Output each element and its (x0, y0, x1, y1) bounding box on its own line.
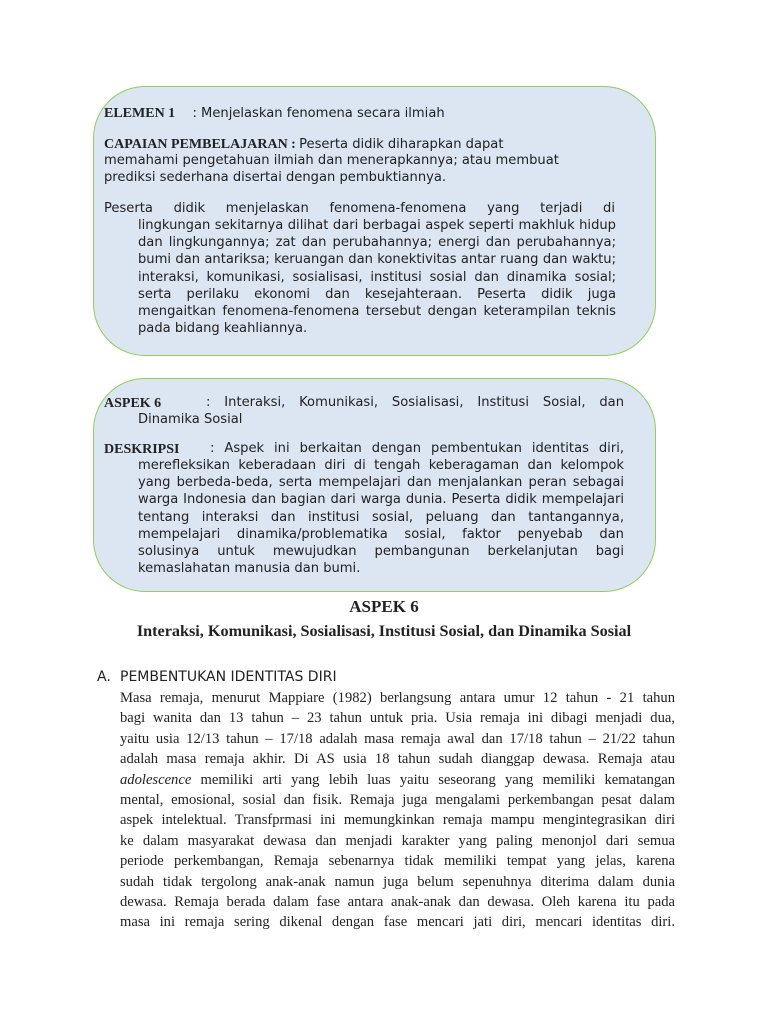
elemen-label: ELEMEN 1 (104, 106, 176, 121)
capaian-row (104, 135, 503, 153)
body-line-rest: memiliki arti yang lebih luas yaitu seseorang yang memiliki kematangan (200, 771, 675, 788)
capaian-line-1: memahami pengetahuan ilmiah dan menerapkannya; atau membuat (104, 153, 559, 168)
aspek-value-1: : Interaksi, Komunikasi, Sosialisasi, Institusi Sosial, dan (206, 395, 624, 410)
capaian-line-2: prediksi sederhana disertai dengan pembuktiannya. (104, 170, 447, 185)
body-line: dewasa. Remaja berada dalam fase antara anak-anak dan dewasa. Oleh karena itu pada (120, 894, 675, 911)
capaian-line-0: Peserta didik diharapkan dapat (299, 137, 504, 152)
section-title: ASPEK 6 (349, 597, 419, 616)
aspek-value-2: Dinamika Sosial (138, 412, 243, 427)
body-line: Masa remaja, menurut Mappiare (1982) berlangsung antara umur 12 tahun - 21 tahun (120, 690, 675, 706)
elemen-paragraph-rest: lingkungan sekitarnya dilihat dari berbagai aspek seperti makhluk hidup dan lingkungannya; zat dan perubahannya; energi dan perubahannya; bumi dan antariksa; keruangan dan konektivitas antar ruang dan waktu; interaksi, komunikasi, sosialisasi, institusi sosial dan dinamika sosial; serta perilaku ekonomi dan kesejahteraan. Peserta didik juga mengaitkan fenomena-fenomena tersebut dengan keterampilan teknis pada bidang keahliannya. (138, 218, 616, 337)
section-a-marker: A. (97, 669, 111, 685)
italic-term: adolescence (120, 771, 192, 788)
body-line: ke dalam masyarakat dewasa dan menjadi karakter yang paling menonjol dari semua (120, 832, 675, 849)
body-line: periode perkembangan, Remaja sebenarnya tidak memiliki tempat yang jelas, karena (120, 853, 675, 870)
aspek-row (104, 394, 161, 412)
body-line: aspek intelektual. Transfprmasi ini memungkinkan remaja mampu mengintegrasikan diri (120, 812, 675, 829)
section-subtitle: Interaksi, Komunikasi, Sosialisasi, Institusi Sosial, dan Dinamika Sosial (136, 622, 632, 640)
elemen-value: : Menjelaskan fenomena secara ilmiah (192, 106, 445, 121)
body-line: sudah tidak tergolong anak-anak namun juga belum sepenuhnya diterima dalam dunia (120, 873, 675, 890)
deskripsi-rest: merefleksikan keberadaan diri di tengah keberagaman dan kelompok yang berbeda-beda, serta mempelajari dan menjalankan peran sebagai warga Indonesia dan bagian dari warga dunia. Peserta didik mempelajari tentang interaksi dan institusi sosial, peluang dan tantangannya, mempelajari dinamika/problematika sosial, faktor penyebab dan solusinya untuk mewujudkan pembangunan berkelanjutan bagi kemaslahatan manusia dan bumi. (138, 458, 624, 577)
body-line: adalah masa remaja akhir. Di AS usia 18 tahun sudah dianggap dewasa. Remaja atau (120, 751, 675, 768)
body-line: mental, emosional, sosial dan fisik. Remaja juga mengalami perkembangan pesat dalam (120, 792, 675, 809)
section-a-body (120, 688, 675, 933)
elemen-paragraph-first: Peserta didik menjelaskan fenomena-fenomena yang terjadi di (104, 201, 615, 216)
section-a-title: PEMBENTUKAN IDENTITAS DIRI (120, 669, 337, 685)
body-line: bagi wanita dan 13 tahun – 23 tahun untuk pria. Usia remaja ini dibagi menjadi dua, (120, 710, 675, 727)
deskripsi-label: DESKRIPSI (104, 442, 180, 457)
deskripsi-first: : Aspek ini berkaitan dengan pembentukan identitas diri, (210, 441, 624, 456)
elemen-row (104, 104, 445, 122)
body-line-adolescence (120, 770, 675, 790)
body-line: masa ini remaja sering dikenal dengan fase mencari jati diri, mencari identitas diri. (120, 914, 675, 931)
capaian-label: CAPAIAN PEMBELAJARAN : (104, 137, 296, 152)
body-line: yaitu usia 12/13 tahun – 17/18 adalah masa remaja awal dan 17/18 tahun – 21/22 tahun (120, 730, 675, 747)
aspek-label: ASPEK 6 (104, 396, 162, 411)
deskripsi-row (104, 440, 179, 458)
